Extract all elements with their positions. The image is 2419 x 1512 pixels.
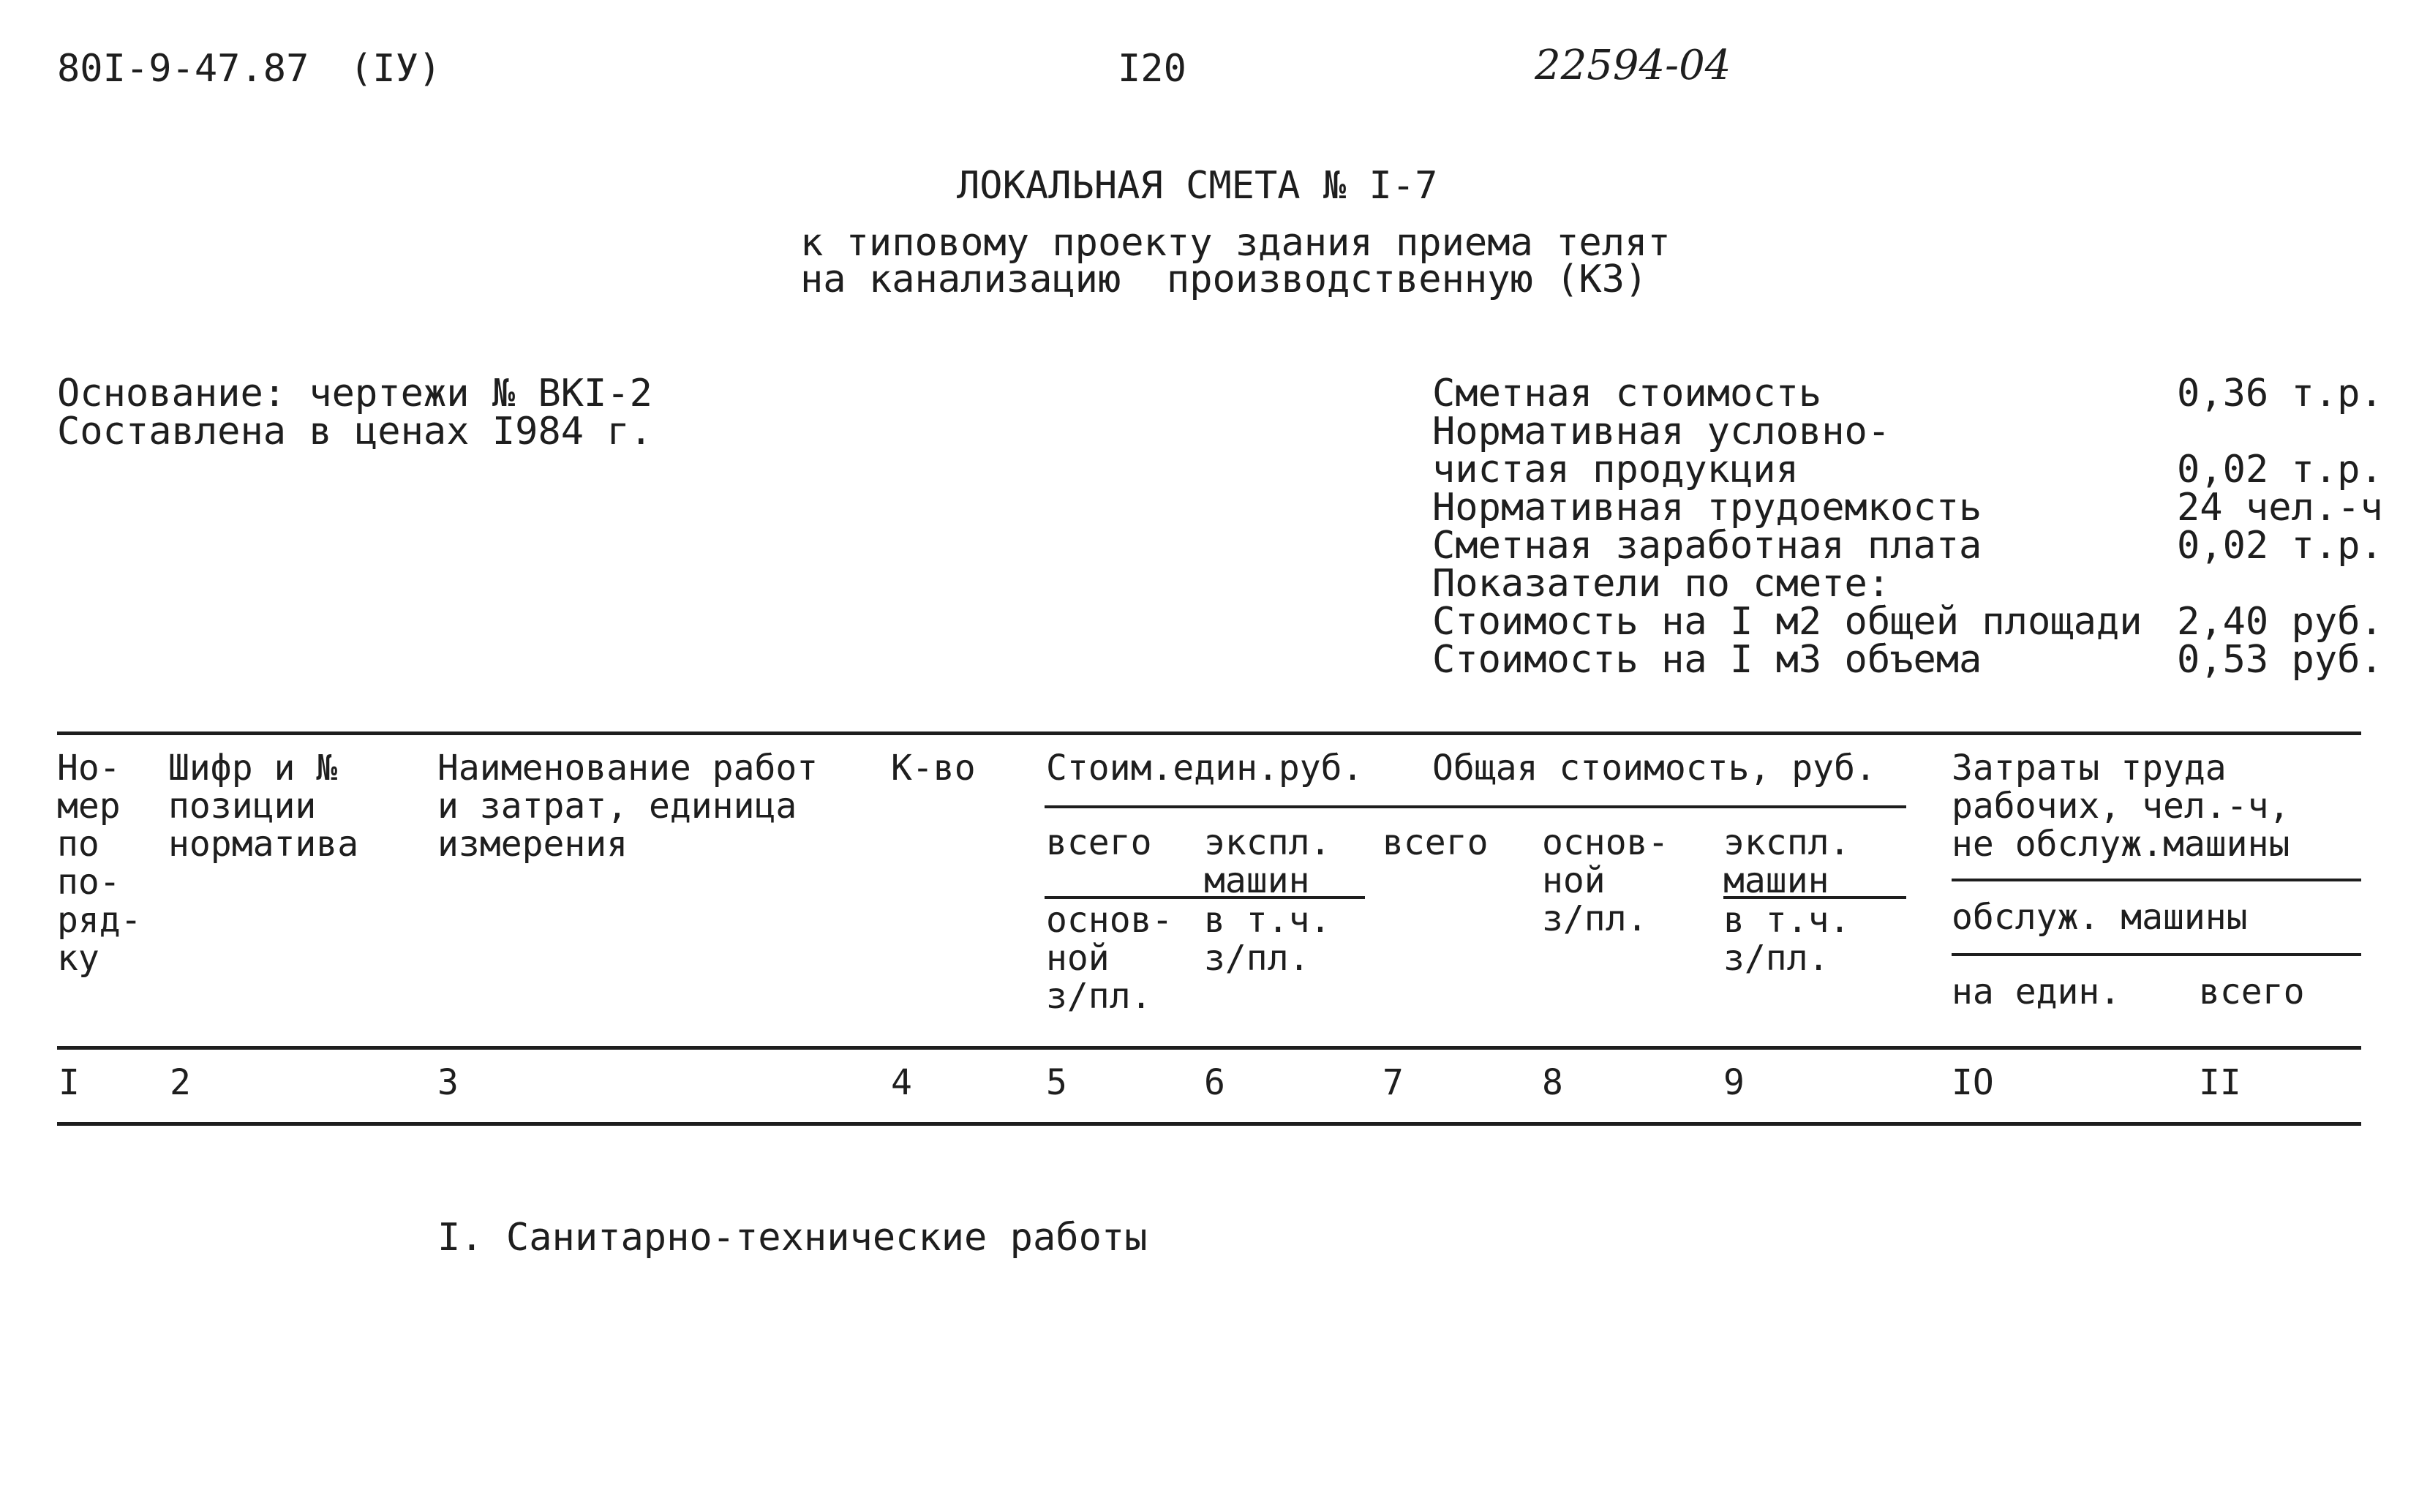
summary-label: Нормативная условно- (1432, 410, 1891, 454)
header-total-all: всего (1382, 822, 1489, 863)
header-total-machines: экспл. машин (1723, 822, 1851, 901)
column-number: 9 (1723, 1062, 1745, 1103)
header-quantity: К-во (891, 748, 976, 789)
labor-serv-rule (1952, 953, 2361, 956)
column-number: 3 (437, 1062, 459, 1103)
basis-prices: Составлена в ценах I984 г. (57, 410, 652, 454)
column-number: 7 (1382, 1062, 1404, 1103)
unit-total-rule (1045, 896, 1119, 899)
column-number: 6 (1204, 1062, 1225, 1103)
summary-label: Стоимость на I м2 общей площади (1432, 600, 2143, 644)
column-number: 8 (1542, 1062, 1563, 1103)
column-number: I (59, 1062, 80, 1103)
table-top-rule (57, 731, 2361, 735)
header-total-mach-wage: в т.ч. з/пл. (1723, 900, 1851, 979)
header-unit-cost: Стоим.един.руб. (1046, 748, 1363, 789)
summary-value: 2,40 руб. (2177, 600, 2383, 644)
table-header-bottom-rule (57, 1046, 2361, 1050)
summary-label: Сметная заработная плата (1432, 524, 1982, 568)
labor-group-rule (1952, 879, 2361, 881)
summary-value: 0,36 т.р. (2177, 372, 2383, 415)
summary-value: 0,02 т.р. (2177, 448, 2383, 492)
volume-number: (IУ) (350, 47, 442, 91)
column-number: II (2199, 1062, 2241, 1103)
estimate-title: ЛОКАЛЬНАЯ СМЕТА № I-7 (957, 164, 1438, 208)
estimate-subtitle-2: на канализацию производственную (К3) (800, 257, 1648, 301)
header-labor: Затраты труда рабочих, чел.-ч, не обслуж.машины (1952, 748, 2290, 865)
header-work-name: Наименование работ и затрат, единица измерения (437, 748, 819, 865)
summary-label: чистая продукция (1432, 448, 1799, 492)
summary-label: Показатели по смете: (1432, 562, 1891, 606)
column-number: 4 (891, 1062, 912, 1103)
estimate-subtitle-1: к типовому проекту здания приема телят (800, 221, 1671, 265)
column-number: 5 (1046, 1062, 1067, 1103)
column-number: IO (1952, 1062, 1994, 1103)
table-numbers-bottom-rule (57, 1122, 2361, 1126)
header-unit-total: всего (1046, 822, 1152, 863)
column-number: 2 (170, 1062, 191, 1103)
header-row-number: Но- мер по по- ряд- ку (57, 748, 142, 979)
cost-group-rule (1045, 805, 1906, 808)
summary-value: 0,02 т.р. (2177, 524, 2383, 568)
header-labor-per-unit: на един. (1952, 971, 2121, 1012)
summary-value: 0,53 руб. (2177, 638, 2383, 682)
summary-label: Сметная стоимость (1432, 372, 1822, 415)
page-number: I20 (1118, 47, 1186, 91)
handwritten-number: 22594-04 (1535, 42, 1731, 89)
document-code: 80I-9-47.87 (57, 47, 309, 91)
header-unit-base-wage: основ- ной з/пл. (1046, 900, 1173, 1017)
header-labor-total: всего (2199, 971, 2305, 1012)
header-unit-mach-wage: в т.ч. з/пл. (1204, 900, 1331, 979)
header-total-cost: Общая стоимость, руб. (1432, 748, 1876, 789)
summary-label: Нормативная трудоемкость (1432, 486, 1982, 530)
section-heading: I. Санитарно-технические работы (437, 1216, 1148, 1260)
summary-label: Стоимость на I м3 объема (1432, 638, 1982, 682)
header-total-base-wage: основ- ной з/пл. (1542, 822, 1669, 939)
header-unit-machines: экспл. машин (1204, 822, 1331, 901)
basis-drawings: Основание: чертежи № ВКI-2 (57, 372, 652, 415)
summary-value: 24 чел.-ч (2177, 486, 2383, 530)
header-norm-code: Шифр и № позиции норматива (168, 748, 359, 865)
header-labor-serviced: обслуж. машины (1952, 897, 2248, 938)
